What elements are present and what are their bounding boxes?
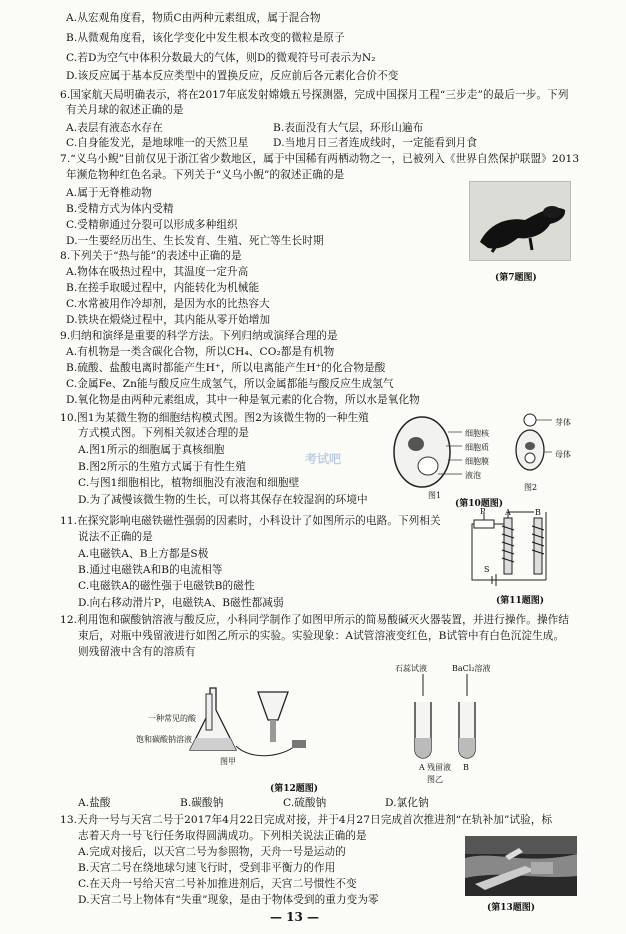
q10-stem-cont: 方式模式图。下列相关叙述合理的是	[78, 427, 250, 439]
fig-jia-label: 图甲	[220, 757, 236, 766]
label-bacl2: BaCl₂溶液	[452, 664, 491, 673]
label-residue: 残留液	[427, 763, 451, 772]
q8-option-a: A.物体在吸热过程中，其温度一定升高	[66, 266, 249, 278]
q9-option-a: A.有机物是一类含碳化合物，所以CH₄、CO₂都是有机物	[66, 346, 335, 358]
label-a: A	[505, 508, 511, 517]
label-cytoplasm: 细胞质	[465, 443, 489, 452]
q8-option-b: B.在搓手取暖过程中，内能转化为机械能	[66, 282, 260, 294]
q13-option-d: D.天宫二号上物体有“失重”现象，是由于物体受到的重力变为零	[78, 894, 379, 906]
fig2-label: 图2	[524, 483, 538, 492]
label-litmus: 石蕊试液	[395, 664, 427, 673]
q6-stem-cont: 有关月球的叙述正确的是	[66, 104, 184, 116]
spacecraft-photo	[465, 836, 577, 896]
q6-option-b: B.表面没有大气层，环形山遍布	[273, 122, 424, 134]
q13-stem-cont: 志着天舟一号飞行任务取得圆满成功。下列相关说法正确的是	[78, 830, 367, 842]
q8-stem: 8.下列关于“热与能”的表述中正确的是	[60, 250, 242, 262]
label-b: B	[535, 508, 541, 517]
q10-option-b: B.图2所示的生殖方式属于有性生殖	[78, 461, 246, 473]
q12-figure-caption: (第12题图)	[270, 784, 319, 794]
fig1-label: 图1	[428, 491, 442, 500]
q12-stem-cont: 束后，对瓶中残留液进行如图乙所示的实验。实验现象：A试管溶液变红色，B试管中有白色沉淀生成。	[78, 630, 565, 642]
q7-option-d: D.一生要经历出生、生长发育、生殖、死亡等生长时期	[66, 235, 324, 247]
label-sodium-carbonate: 饱和碳酸钠溶液	[136, 735, 192, 744]
q7-option-a: A.属于无脊椎动物	[66, 187, 153, 199]
tube-b-label: B	[463, 763, 469, 772]
label-membrane: 细胞膜	[465, 457, 489, 466]
q6-option-a: A.表层有液态水存在	[66, 122, 163, 134]
label-mother: 母体	[555, 450, 571, 459]
q10-option-c: C.与图1细胞相比，植物细胞没有液泡和细胞壁	[78, 477, 300, 489]
q8-option-c: C.水常被用作冷却剂，是因为水的比热容大	[66, 298, 270, 310]
q13-option-c: C.在天舟一号给天宫二号补加推进剂后，天宫二号惯性不变	[78, 878, 357, 890]
page-number: — 13 —	[270, 910, 320, 924]
q11-option-b: B.通过电磁铁A和B的电流相等	[78, 564, 223, 576]
q11-option-c: C.电磁铁A的磁性强于电磁铁B的磁性	[78, 580, 255, 592]
q12-option-a: A.盐酸	[78, 797, 111, 809]
q10-stem: 10.图1为某微生物的细胞结构模式图。图2为该微生物的一种生殖	[60, 412, 369, 424]
q13-figure-caption: (第13题图)	[487, 903, 536, 913]
fig-yi-label: 图乙	[427, 775, 443, 784]
q10-figure-caption: (第10题图)	[455, 499, 504, 509]
tube-a-label: A	[419, 763, 425, 772]
q5-option-b: B.从微观角度看，该化学变化中发生根本改变的微粒是原子	[66, 32, 345, 44]
test-tubes-figure	[395, 668, 495, 774]
q5-option-c: C.若D为空气中体积分数最大的气体，则D的微观符号可表示为N₂	[66, 52, 376, 64]
electromagnet-circuit-figure	[470, 506, 578, 588]
q11-option-d: D.向右移动滑片P，电磁铁A、B磁性都减弱	[78, 597, 284, 609]
q12-option-d: D.氯化钠	[385, 797, 429, 809]
q11-figure-caption: (第11题图)	[496, 596, 545, 606]
q13-option-b: B.天宫二号在绕地球匀速飞行时，受到非平衡力的作用	[78, 862, 336, 874]
salamander-photo	[469, 181, 571, 261]
q7-stem-cont: 年濒危物种红色名录。下列关于“义乌小鲵”的叙述正确的是	[66, 169, 345, 181]
label-bud: 芽体	[555, 418, 571, 427]
q12-stem: 12.利用饱和碳酸钠溶液与酸反应，小科同学制作了如图甲所示的简易酸碱灭火器装置，并进行操作。操作结	[60, 614, 570, 626]
q7-option-b: B.受精方式为体内受精	[66, 203, 174, 215]
label-nucleus: 细胞核	[465, 429, 489, 438]
q6-stem: 6.国家航天局明确表示，将在2017年底发射嫦娥五号探测器，完成中国探月工程“三步走”的最后一步。下列	[60, 89, 569, 101]
q9-option-c: C.金属Fe、Zn能与酸反应生成氢气，所以金属都能与酸反应生成氢气	[66, 378, 394, 390]
q11-stem: 11.在探究影响电磁铁磁性强弱的因素时，小科设计了如图所示的电路。下列相关	[60, 515, 441, 527]
q10-option-a: A.图1所示的细胞属于真核细胞	[78, 444, 225, 456]
q13-stem: 13.天舟一号与天宫二号于2017年4月22日完成对接，并于4月27日完成首次推进剂“在轨补加”试验，标	[60, 814, 553, 826]
q10-option-d: D.为了减慢该微生物的生长，可以将其保存在较湿润的环境中	[78, 494, 368, 506]
q9-option-b: B.硫酸、盐酸电离时都能产生H⁺，所以电离能产生H⁺的化合物是酸	[66, 362, 386, 374]
q7-option-c: C.受精卵通过分裂可以形成多种组织	[66, 219, 238, 231]
q6-option-c: C.自身能发光，是地球唯一的天然卫星	[66, 137, 249, 149]
q6-option-d: D.当地月日三者连成线时，一定能看到月食	[273, 137, 478, 149]
q5-option-a: A.从宏观角度看，物质C由两种元素组成，属于混合物	[66, 12, 321, 24]
label-acid: 一种常见的酸	[148, 714, 196, 723]
q7-figure-caption: (第7题图)	[495, 273, 537, 283]
label-vacuole: 液泡	[465, 471, 481, 480]
q13-option-a: A.完成对接后，以天宫二号为参照物，天舟一号是运动的	[78, 846, 346, 858]
q12-option-b: B.碳酸钠	[180, 797, 224, 809]
q11-option-a: A.电磁铁A、B上方都是S极	[78, 548, 209, 560]
q12-option-c: C.硫酸钠	[283, 797, 327, 809]
q8-option-d: D.铁块在煅烧过程中，其内能从零开始增加	[66, 314, 271, 326]
label-p: P	[480, 507, 486, 516]
watermark-logo: 考试吧	[305, 452, 342, 466]
q9-option-d: D.氧化物是由两种元素组成，其中一种是氧元素的化合物，所以水是氧化物	[66, 394, 420, 406]
q5-option-d: D.该反应属于基本反应类型中的置换反应，反应前后各元素化合价不变	[66, 70, 399, 82]
q7-stem: 7.“义乌小鲵”目前仅见于浙江省少数地区，属于中国稀有两栖动物之一，已被列入《世界自然保护联盟》2013	[60, 153, 580, 165]
q12-stem-cont2: 则残留液中含有的溶质有	[78, 646, 196, 658]
q11-stem-cont: 说法不正确的是	[78, 531, 153, 543]
label-s: S	[484, 565, 490, 574]
q9-stem: 9.归纳和演绎是重要的科学方法。下列归纳或演绎合理的是	[60, 330, 338, 342]
